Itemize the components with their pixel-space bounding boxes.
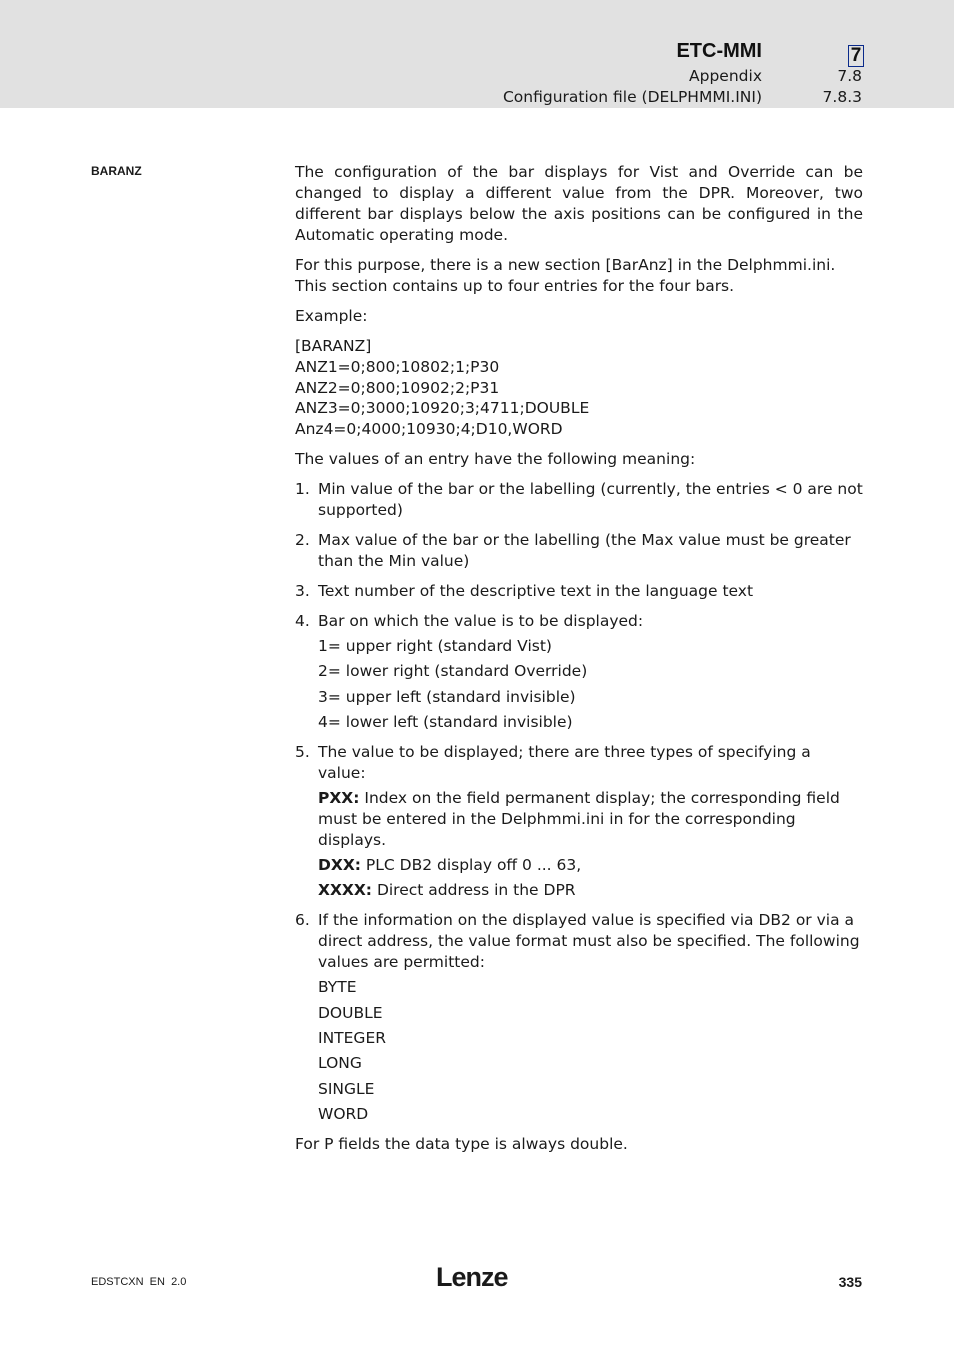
definition-item: [318, 855, 863, 876]
page-number: 335: [838, 1274, 862, 1290]
list-number: 3.: [295, 581, 310, 600]
definition-item: [318, 880, 863, 901]
definition-desc: Direct address in the DPR: [372, 881, 576, 900]
sublist: [318, 977, 863, 1124]
list-number: 4.: [295, 611, 310, 630]
section-number: 7.8: [837, 67, 862, 85]
list-item-text: Min value of the bar or the labelling (currently, the entries < 0 are not supported): [318, 479, 863, 519]
sublist-item: 4= lower left (standard invisible): [318, 712, 573, 731]
header-band: [0, 0, 954, 108]
list-item: [295, 530, 863, 572]
sublist-item: INTEGER: [318, 1029, 387, 1048]
definition-term: XXXX:: [318, 881, 373, 900]
sublist-item: DOUBLE: [318, 1003, 383, 1022]
closing-note: For P fields the data type is always double.: [295, 1134, 628, 1153]
definition-desc: Index on the field permanent display; the corresponding field must be entered in the Delphmmi.ini in for the corresponding displays.: [318, 788, 840, 849]
definition-term: DXX:: [318, 856, 361, 875]
list-item: [295, 479, 863, 521]
code-line: ANZ1=0;800;10802;1;P30: [295, 357, 500, 376]
sublist-item: 2= lower right (standard Override): [318, 662, 588, 681]
margin-heading: BARANZ: [91, 164, 142, 178]
intro-paragraph: For this purpose, there is a new section [BarAnz] in the Delphmmi.ini. This section contains up to four entries for the four bars.: [295, 256, 836, 295]
subsection-number: 7.8.3: [822, 88, 862, 106]
list-item-text: If the information on the displayed value is specified via DB2 or via a direct address, the value format must also be specified. The following values are permitted:: [318, 911, 860, 972]
lenze-logo: Lenze: [436, 1262, 508, 1292]
code-line: [BARANZ]: [295, 337, 372, 355]
list-item-text: Bar on which the value is to be displayed:: [318, 611, 644, 630]
meaning-list: [295, 479, 863, 1125]
code-line: ANZ2=0;800;10902;2;P31: [295, 378, 500, 397]
definition-term: PXX:: [318, 788, 360, 807]
definition-item: [318, 788, 863, 851]
meaning-intro: The values of an entry have the following meaning:: [295, 449, 696, 468]
sublist-item: 1= upper right (standard Vist): [318, 636, 552, 655]
page-title: ETC-MMI: [676, 40, 762, 62]
main-content: [295, 162, 863, 1164]
list-item: [295, 611, 863, 733]
list-item: [295, 581, 863, 602]
list-number: 2.: [295, 530, 310, 549]
subsection-label: Configuration file (DELPHMMI.INI): [502, 88, 762, 106]
definition-list: [318, 788, 863, 902]
code-line: ANZ3=0;3000;10920;3;4711;DOUBLE: [295, 399, 590, 418]
sublist-item: WORD: [318, 1104, 369, 1123]
code-example: [295, 336, 863, 440]
list-item-text: The value to be displayed; there are three types of specifying a value:: [318, 742, 811, 782]
section-label: Appendix: [689, 67, 762, 85]
list-item: [295, 910, 863, 1124]
example-label: Example:: [295, 307, 368, 325]
list-number: 6.: [295, 911, 310, 930]
sublist-item: 3= upper left (standard invisible): [318, 687, 576, 706]
chapter-number[interactable]: 7: [848, 45, 864, 67]
document-id: EDSTCXN EN 2.0: [91, 1276, 187, 1288]
list-item-text: Max value of the bar or the labelling (the Max value must be greater than the Min value): [318, 530, 851, 570]
sublist-item: BYTE: [318, 978, 357, 997]
list-item-text: Text number of the descriptive text in the language text: [318, 581, 754, 600]
list-number: 5.: [295, 742, 310, 761]
intro-paragraph: The configuration of the bar displays for Vist and Override can be changed to display a different value from the DPR. Moreover, two different bar displays below the axis positions can be configured in the Automatic operating mode.: [295, 163, 863, 244]
sublist-item: LONG: [318, 1054, 362, 1073]
sublist: [318, 636, 863, 733]
list-item: [295, 742, 863, 902]
definition-desc: PLC DB2 display off 0 ... 63,: [360, 856, 582, 875]
list-number: 1.: [295, 479, 310, 498]
sublist-item: SINGLE: [318, 1079, 375, 1098]
code-line: Anz4=0;4000;10930;4;D10,WORD: [295, 420, 563, 439]
